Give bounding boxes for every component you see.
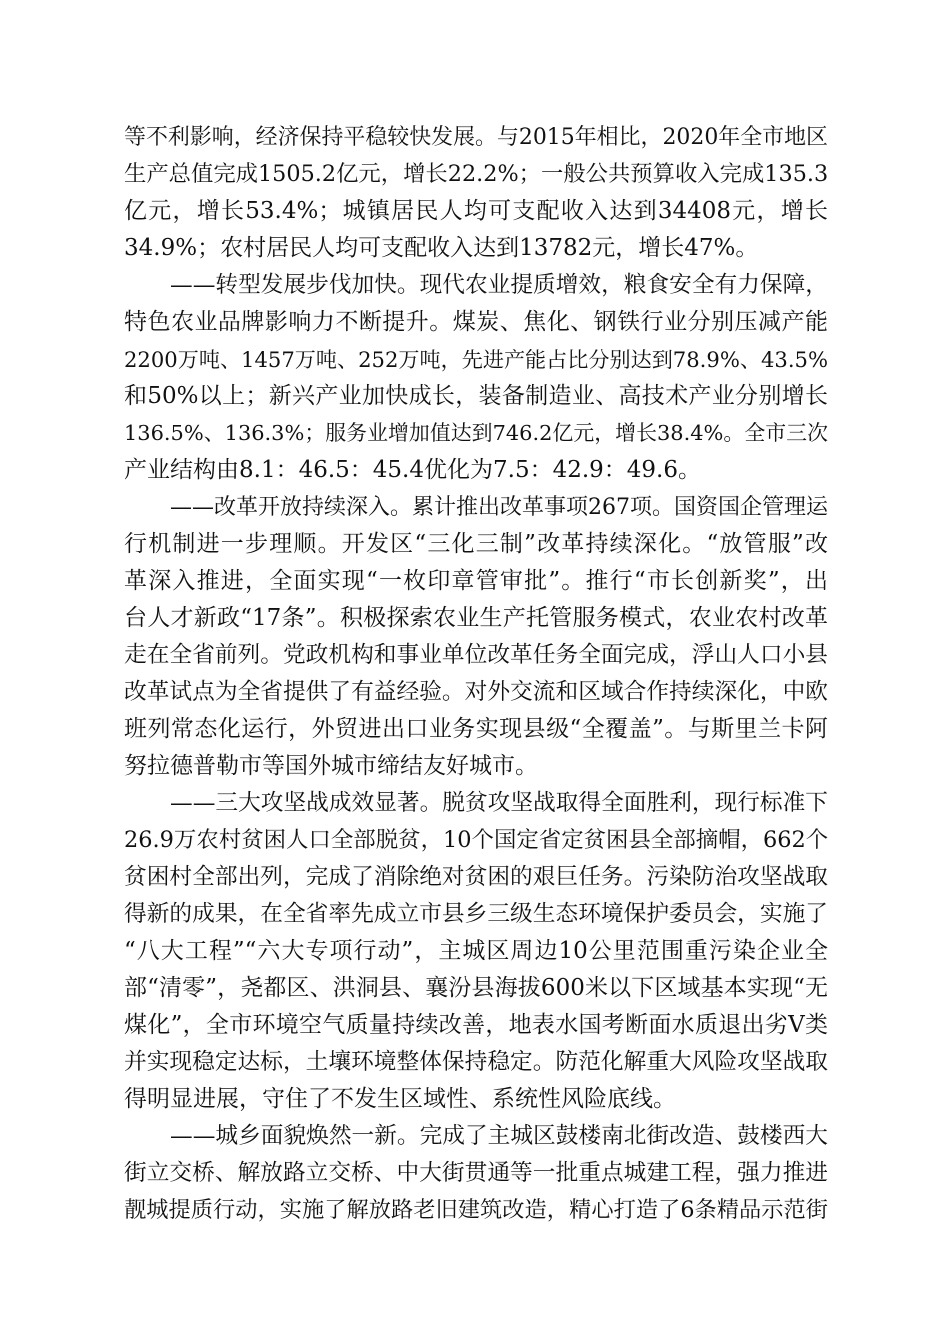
text-line: 得明显进展，守住了不发生区域性、系统性风险底线。 <box>124 1086 676 1112</box>
text-line: 2200万吨、1457万吨、252万吨，先进产能占比分别达到78.9%、43.5% <box>124 347 829 372</box>
text-line: ——城乡面貌焕然一新。完成了主城区鼓楼南北街改造、鼓楼西大 <box>170 1123 828 1149</box>
text-line: 亿元，增长53.4%；城镇居民人均可支配收入达到34408元，增长 <box>124 198 828 224</box>
text-line: 136.5%、136.3%；服务业增加值达到746.2亿元，增长38.4%。全市三次 <box>124 421 828 445</box>
paragraph-urban-rural <box>124 1118 828 1229</box>
text-line: 产业结构由8.1：46.5：45.4优化为7.5：42.9：49.6。 <box>124 457 701 483</box>
paragraph-transformation <box>124 267 828 489</box>
text-line: ——转型发展步伐加快。现代农业提质增效，粮食安全有力保障， <box>170 272 828 298</box>
text-line: 改革试点为全省提供了有益经验。对外交流和区域合作持续深化，中欧 <box>124 679 828 705</box>
text-line: 等不利影响，经济保持平稳较快发展。与2015年相比，2020年全市地区 <box>124 125 828 150</box>
text-line: 特色农业品牌影响力不断提升。煤炭、焦化、钢铁行业分别压减产能 <box>124 309 828 335</box>
paragraph-economic-growth <box>124 119 828 267</box>
text-line: 34.9%；农村居民人均可支配收入达到13782元，增长47%。 <box>124 235 759 261</box>
text-line: 靓城提质行动，实施了解放路老旧建筑改造，精心打造了6条精品示范街 <box>124 1197 828 1223</box>
text-line: 部“清零”，尧都区、洪洞县、襄汾县海拔600米以下区域基本实现“无 <box>124 975 828 1001</box>
text-line: 革深入推进，全面实现“一枚印章管审批”。推行“市长创新奖”，出 <box>124 568 828 594</box>
text-line: 并实现稳定达标，土壤环境整体保持稳定。防范化解重大风险攻坚战取 <box>124 1049 828 1075</box>
document-body <box>124 119 828 1229</box>
text-line: 台人才新政“17条”。积极探索农业生产托管服务模式，农业农村改革 <box>124 605 828 631</box>
text-line: ——改革开放持续深入。累计推出改革事项267项。国资国企管理运 <box>170 495 828 520</box>
text-line: 生产总值完成1505.2亿元，增长22.2%；一般公共预算收入完成135.3 <box>124 161 829 187</box>
text-line: 班列常态化运行，外贸进出口业务实现县级“全覆盖”。与斯里兰卡阿 <box>124 716 828 742</box>
text-line: ——三大攻坚战成效显著。脱贫攻坚战取得全面胜利，现行标准下 <box>170 790 828 816</box>
text-line: 努拉德普勒市等国外城市缔结友好城市。 <box>124 753 538 779</box>
text-line: 26.9万农村贫困人口全部脱贫，10个国定省定贫困县全部摘帽，662个 <box>124 827 829 853</box>
text-line: 和50%以上；新兴产业加快成长，装备制造业、高技术产业分别增长 <box>124 383 828 409</box>
text-line: 行机制进一步理顺。开发区“三化三制”改革持续深化。“放管服”改 <box>124 531 828 557</box>
text-line: “八大工程”“六大专项行动”，主城区周边10公里范围重污染企业全 <box>124 938 828 964</box>
text-line: 得新的成果，在全省率先成立市县乡三级生态环境保护委员会，实施了 <box>124 901 828 927</box>
text-line: 街立交桥、解放路立交桥、中大街贯通等一批重点城建工程，强力推进 <box>124 1160 828 1186</box>
text-line: 走在全省前列。党政机构和事业单位改革任务全面完成，浮山人口小县 <box>124 642 828 668</box>
paragraph-three-battles <box>124 785 828 1118</box>
text-line: 煤化”，全市环境空气质量持续改善，地表水国考断面水质退出劣Ⅴ类 <box>124 1012 828 1038</box>
text-line: 贫困村全部出列，完成了消除绝对贫困的艰巨任务。污染防治攻坚战取 <box>124 864 828 890</box>
paragraph-reform-opening <box>124 489 828 785</box>
